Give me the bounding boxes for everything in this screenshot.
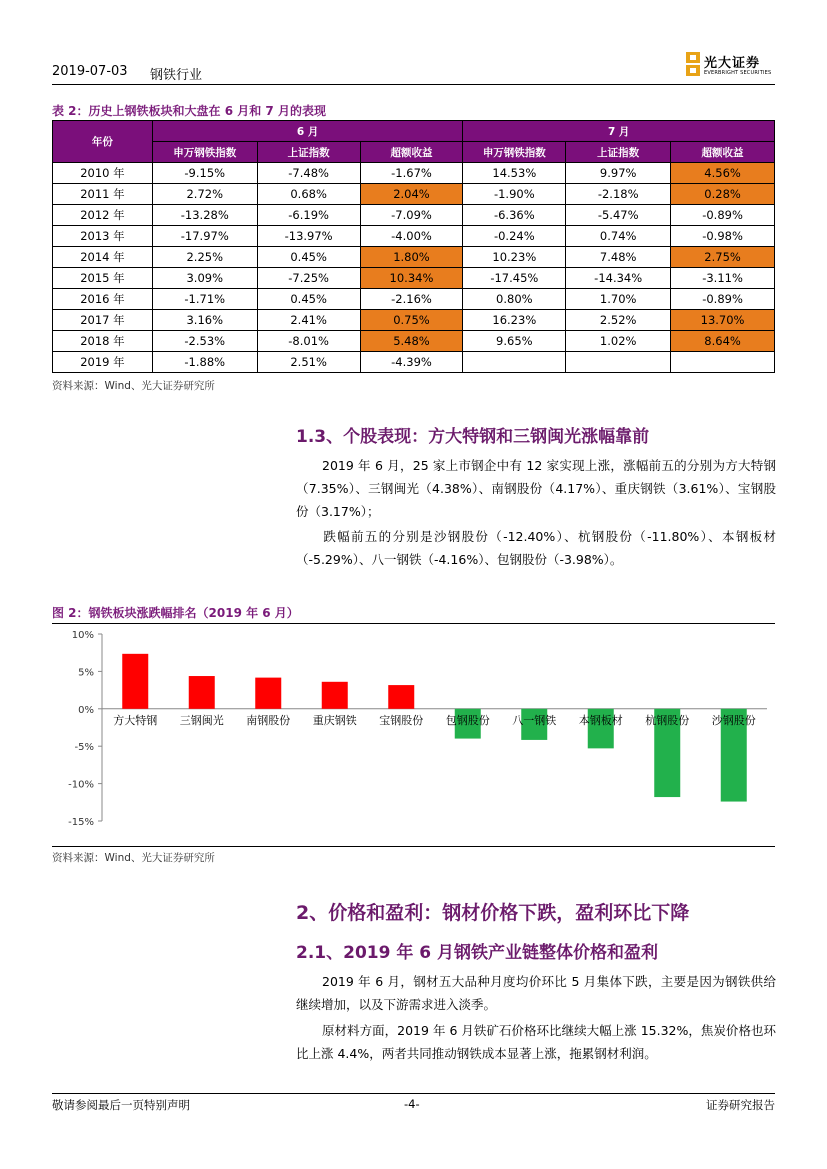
figure-source: 资料来源：Wind、光大证券研究所: [52, 852, 215, 864]
table-cell: 10.23%: [463, 247, 566, 268]
table-row: [53, 352, 775, 373]
table-cell: -5.47%: [566, 205, 671, 226]
table-cell: [463, 352, 566, 373]
table-cell: 1.70%: [566, 289, 671, 310]
bar-chart: [52, 624, 775, 846]
table-cell: 9.97%: [566, 163, 671, 184]
table-row: [53, 205, 775, 226]
column-header: 申万钢铁指数: [463, 142, 566, 163]
column-header: 超额收益: [360, 142, 463, 163]
section-heading-2: 2、价格和盈利：钢材价格下跌，盈利环比下降: [296, 902, 690, 924]
industry-label: 钢铁行业: [150, 68, 203, 83]
table-cell: 2.75%: [671, 247, 775, 268]
table-cell: -1.88%: [152, 352, 257, 373]
paragraph: [296, 454, 776, 523]
table-cell: 8.64%: [671, 331, 775, 352]
x-tick-label: 包钢股份: [445, 713, 490, 727]
year-cell: 2011 年: [53, 184, 153, 205]
table-cell: 0.28%: [671, 184, 775, 205]
column-header: 超额收益: [671, 142, 775, 163]
table-cell: [671, 352, 775, 373]
table-cell: 2.04%: [360, 184, 463, 205]
table-cell: -4.39%: [360, 352, 463, 373]
column-header: 上证指数: [566, 142, 671, 163]
table-row: [53, 310, 775, 331]
y-tick-label: -5%: [74, 742, 94, 754]
paragraph: [296, 1019, 776, 1065]
page-header: [52, 62, 775, 84]
table-cell: -0.24%: [463, 226, 566, 247]
x-tick-label: 方大特钢: [113, 713, 158, 727]
table-title: 表 2：历史上钢铁板块和大盘在 6 月和 7 月的表现: [52, 104, 326, 118]
table-row: [53, 184, 775, 205]
table-cell: -1.67%: [360, 163, 463, 184]
table-cell: 0.45%: [257, 289, 360, 310]
table-source: 资料来源：Wind、光大证券研究所: [52, 380, 215, 392]
table-row: [53, 289, 775, 310]
x-tick-label: 八一钢铁: [512, 713, 557, 727]
x-tick-label: 杭钢股份: [645, 713, 690, 727]
table-cell: -7.48%: [257, 163, 360, 184]
table-cell: [566, 352, 671, 373]
performance-table: [52, 120, 775, 373]
table-cell: 16.23%: [463, 310, 566, 331]
paragraph: [296, 525, 776, 571]
table-cell: 2.25%: [152, 247, 257, 268]
year-cell: 2013 年: [53, 226, 153, 247]
table-cell: 14.53%: [463, 163, 566, 184]
table-row: [53, 226, 775, 247]
table-row: [53, 163, 775, 184]
table-cell: -1.90%: [463, 184, 566, 205]
year-cell: 2017 年: [53, 310, 153, 331]
paragraph-text: 2019 年 6 月，25 家上市钢企中有 12 家实现上涨，涨幅前五的分别为方大特钢（7.35%）、三钢闽光（4.38%）、南钢股份（4.17%）、重庆钢铁（3.61%）、宝钢股份（3.17%）；: [296, 458, 776, 519]
table-row: [53, 247, 775, 268]
year-cell: 2018 年: [53, 331, 153, 352]
x-tick-label: 重庆钢铁: [312, 713, 357, 727]
table-cell: 9.65%: [463, 331, 566, 352]
table-cell: 1.02%: [566, 331, 671, 352]
table-cell: 7.48%: [566, 247, 671, 268]
column-header: 申万钢铁指数: [152, 142, 257, 163]
y-tick-label: 10%: [71, 630, 94, 641]
table-cell: 2.72%: [152, 184, 257, 205]
table-cell: -17.45%: [463, 268, 566, 289]
section-heading-1-3: 1.3、个股表现：方大特钢和三钢闽光涨幅靠前: [296, 427, 650, 447]
column-header: 上证指数: [257, 142, 360, 163]
paragraph-text: 原材料方面，2019 年 6 月铁矿石价格环比继续大幅上涨 15.32%，焦炭价格也环比上涨 4.4%，两者共同推动钢铁成本显著上涨，拖累钢材利润。: [296, 1023, 776, 1061]
table-cell: -6.36%: [463, 205, 566, 226]
july-header: 7 月: [463, 121, 775, 142]
table-cell: -0.89%: [671, 289, 775, 310]
report-type: 证券研究报告: [706, 1098, 775, 1112]
year-cell: 2012 年: [53, 205, 153, 226]
table-cell: 2.52%: [566, 310, 671, 331]
table-cell: -8.01%: [257, 331, 360, 352]
table-cell: 13.70%: [671, 310, 775, 331]
table-cell: 1.80%: [360, 247, 463, 268]
table-cell: 3.09%: [152, 268, 257, 289]
table-cell: -4.00%: [360, 226, 463, 247]
table-cell: -6.19%: [257, 205, 360, 226]
table-cell: 2.51%: [257, 352, 360, 373]
y-tick-label: 0%: [78, 704, 94, 716]
table-cell: -0.89%: [671, 205, 775, 226]
table-cell: 4.56%: [671, 163, 775, 184]
company-logo: [686, 52, 776, 80]
figure-title: 图 2：钢铁板块涨跌幅排名（2019 年 6 月）: [52, 606, 299, 620]
table-cell: -0.98%: [671, 226, 775, 247]
table-cell: 0.80%: [463, 289, 566, 310]
logo-text-cn: 光大证券: [704, 56, 761, 71]
table-cell: -2.16%: [360, 289, 463, 310]
y-tick-label: 5%: [78, 667, 94, 679]
logo-mark-icon: [686, 52, 700, 76]
paragraph-text: 跌幅前五的分别是沙钢股份（-12.40%）、杭钢股份（-11.80%）、本钢板材（-5.29%）、八一钢铁（-4.16%）、包钢股份（-3.98%）。: [296, 529, 776, 567]
table-cell: -1.71%: [152, 289, 257, 310]
table-cell: 5.48%: [360, 331, 463, 352]
report-date: 2019-07-03: [52, 64, 128, 79]
x-tick-label: 宝钢股份: [379, 713, 424, 727]
bar: [322, 682, 348, 709]
bar: [388, 685, 414, 709]
disclaimer-note: 敬请参阅最后一页特别声明: [52, 1098, 190, 1112]
y-tick-label: -10%: [68, 779, 94, 791]
paragraph: [296, 970, 776, 1016]
year-cell: 2019 年: [53, 352, 153, 373]
logo-text-en: EVERBRIGHT SECURITIES: [704, 70, 772, 76]
table-cell: -17.97%: [152, 226, 257, 247]
table-cell: 0.74%: [566, 226, 671, 247]
table-cell: 3.16%: [152, 310, 257, 331]
table-cell: -7.09%: [360, 205, 463, 226]
table-cell: -14.34%: [566, 268, 671, 289]
table-cell: -13.97%: [257, 226, 360, 247]
table-cell: -7.25%: [257, 268, 360, 289]
y-tick-label: -15%: [68, 817, 94, 828]
x-tick-label: 三钢闽光: [179, 713, 224, 727]
table-cell: 0.68%: [257, 184, 360, 205]
table-cell: -9.15%: [152, 163, 257, 184]
page-number: -4-: [404, 1097, 420, 1111]
table-cell: 10.34%: [360, 268, 463, 289]
table-cell: -2.53%: [152, 331, 257, 352]
june-header: 6 月: [152, 121, 463, 142]
year-cell: 2015 年: [53, 268, 153, 289]
table-cell: 0.45%: [257, 247, 360, 268]
table-cell: -3.11%: [671, 268, 775, 289]
x-tick-label: 沙钢股份: [711, 713, 756, 727]
header-divider: [52, 84, 775, 85]
year-cell: 2014 年: [53, 247, 153, 268]
table-row: [53, 331, 775, 352]
table-cell: 2.41%: [257, 310, 360, 331]
footer-divider: [52, 1093, 775, 1094]
table-row: [53, 268, 775, 289]
year-header: 年份: [53, 121, 153, 163]
bar: [189, 676, 215, 709]
bar: [255, 678, 281, 709]
bar: [122, 654, 148, 709]
x-tick-label: 南钢股份: [246, 713, 291, 727]
year-cell: 2016 年: [53, 289, 153, 310]
table-cell: 0.75%: [360, 310, 463, 331]
table-cell: -13.28%: [152, 205, 257, 226]
section-heading-2-1: 2.1、2019 年 6 月钢铁产业链整体价格和盈利: [296, 943, 659, 963]
figure-bottom-divider: [52, 846, 775, 847]
paragraph-text: 2019 年 6 月，钢材五大品种月度均价环比 5 月集体下跌，主要是因为钢铁供给继续增加，以及下游需求进入淡季。: [296, 974, 776, 1012]
x-tick-label: 本钢板材: [578, 713, 623, 727]
year-cell: 2010 年: [53, 163, 153, 184]
table-cell: -2.18%: [566, 184, 671, 205]
